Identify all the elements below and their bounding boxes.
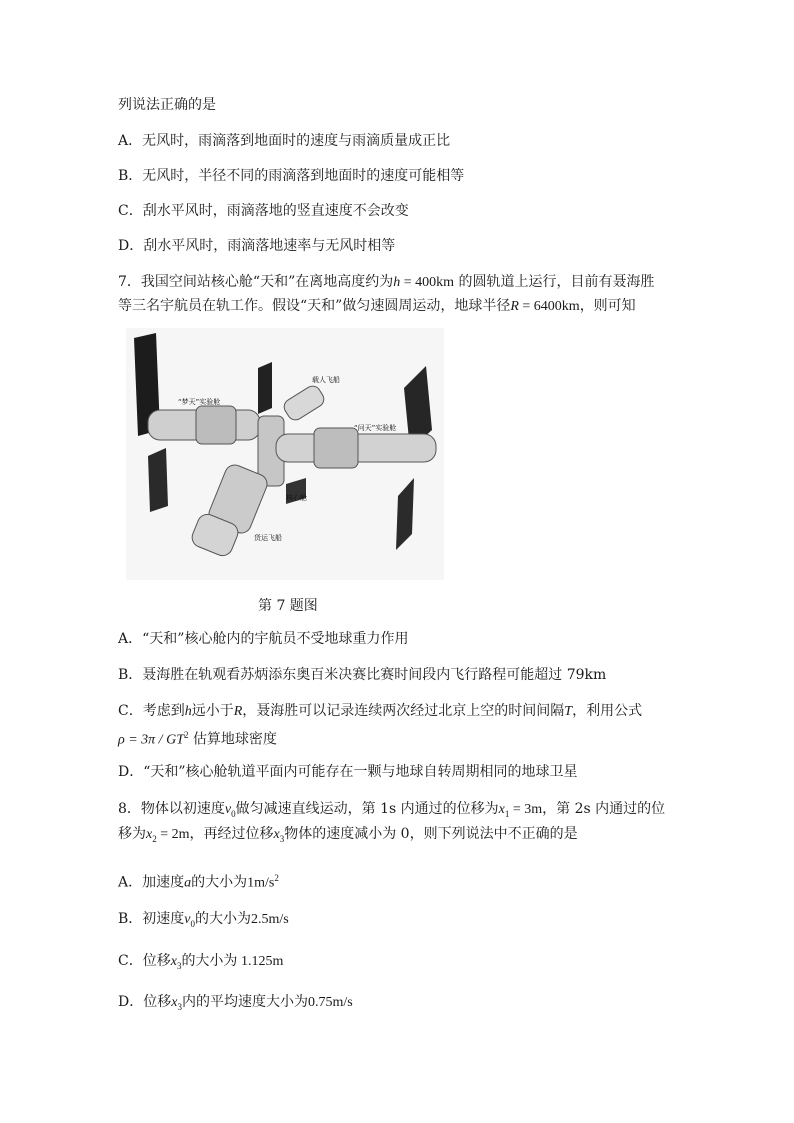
q7-stem-line2: 等三名宇航员在轨工作。假设“天和”做匀速圆周运动，地球半径R = 6400km，则可知 — [118, 298, 636, 314]
label-mengtian: “梦天”实验舱 — [178, 398, 221, 406]
label-wentian: “问天”实验舱 — [354, 424, 397, 432]
q7-option-d: D．“天和”核心舱轨道平面内可能存在一颗与地球自转周期相同的地球卫星 — [118, 764, 578, 780]
wentian-section — [314, 428, 358, 468]
label-crew-ship: 载人飞船 — [312, 376, 340, 384]
solar-wing-center — [258, 362, 272, 414]
q8-stem-line2: 移为$x_2 = 2m$，再经过位移$x_3$物体的速度减小为 0，则下列说法中不正确的是 — [118, 826, 578, 844]
figure-caption: 第 7 题图 — [258, 598, 318, 614]
q8-option-d: D．位移$x_3$内的平均速度大小为0.75m/s — [118, 994, 353, 1012]
q6-stem-end: 列说法正确的是 — [118, 97, 216, 113]
q8-stem-line1: 8．物体以初速度$v_0$做匀减速直线运动，第 1s 内通过的位移为$x_1 = 3m$，第 2s 内通过的位 — [118, 801, 666, 819]
space-station-figure — [126, 328, 444, 580]
mengtian-section — [196, 406, 236, 444]
q6-option-c: C．刮水平风时，雨滴落地的竖直速度不会改变 — [118, 203, 409, 219]
solar-wing-left-lower — [148, 448, 168, 512]
q6-option-a: A．无风时，雨滴落到地面时的速度与雨滴质量成正比 — [118, 133, 451, 149]
density-formula: ρ = 3π / G — [118, 732, 177, 748]
q6-option-b: B．无风时，半径不同的雨滴落到地面时的速度可能相等 — [118, 168, 465, 184]
q8-option-a: A．加速度a的大小为$1m/s^2$ — [118, 873, 279, 891]
label-cargo: 货运飞船 — [254, 534, 282, 542]
q8-option-c: C．位移$x_3$的大小为 1.125m — [118, 953, 284, 971]
q6-option-d: D．刮水平风时，雨滴落地速率与无风时相等 — [118, 238, 396, 254]
q8-option-b: B．初速度$v_0$的大小为2.5m/s — [118, 911, 289, 929]
q7-option-c-line2: $\rho = 3\pi / GT^2$ 估算地球密度 — [118, 730, 277, 748]
q7-option-b: B．聂海胜在轨观看苏炳添东奥百米决赛比赛时间段内飞行路程可能超过 79km — [118, 667, 607, 683]
label-core: 核心舱 — [286, 494, 307, 502]
q7-option-c-line1: C．考虑到h远小于R，聂海胜可以记录连续两次经过北京上空的时间间隔T，利用公式 — [118, 703, 643, 719]
q7-option-a: A．“天和”核心舱内的宇航员不受地球重力作用 — [118, 631, 409, 647]
q7-stem-line1: 7．我国空间站核心舱“天和”在离地高度约为h = 400km 的圆轨道上运行，目前有聂海胜 — [118, 274, 655, 290]
